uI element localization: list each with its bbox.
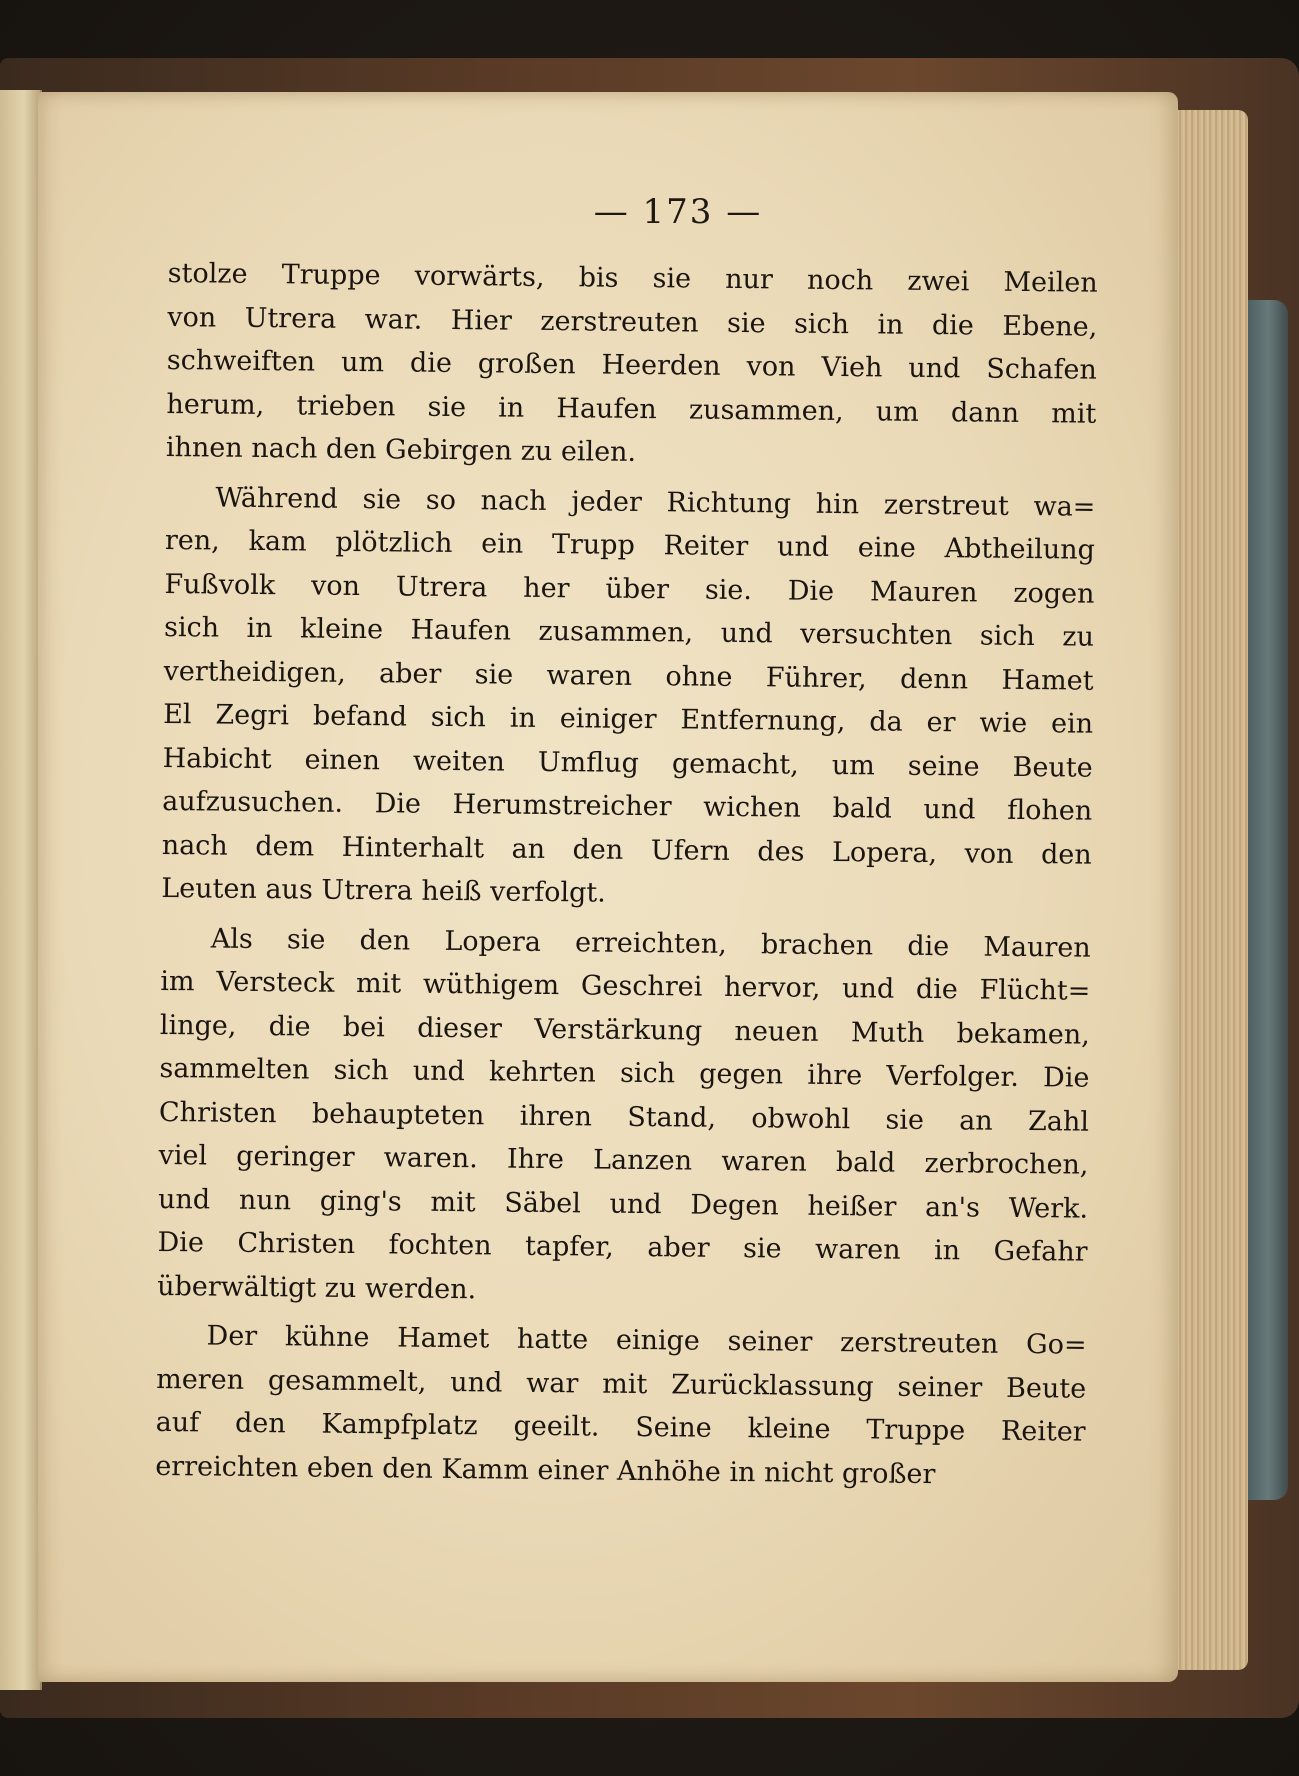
text-line: aufzusuchen. Die Herumstreicher wichen bald und flohen: [162, 785, 1093, 827]
book-page: [38, 92, 1178, 1682]
text-line: sich in kleine Haufen zusammen, und versuchten sich zu: [163, 611, 1095, 653]
text-line: Leuten aus Utrera heiß verfolgt.: [161, 872, 606, 909]
text-line: sammelten sich und kehrten sich gegen ihre Verfolger. Die: [159, 1052, 1090, 1094]
text-line: überwältigt zu werden.: [157, 1270, 477, 1305]
text-line: Christen behaupteten ihren Stand, obwohl sie an Zahl: [158, 1096, 1090, 1138]
text-line: herum, trieben sie in Haufen zusammen, um dann mit: [166, 388, 1097, 430]
text-line: auf den Kampfplatz geeilt. Seine kleine Truppe Reiter: [155, 1406, 1086, 1448]
page-number: — 173 —: [593, 192, 763, 232]
paragraph: [157, 916, 1091, 1317]
text-line: linge, die bei dieser Verstärkung neuen Muth bekamen,: [159, 1009, 1091, 1051]
facing-page-edge: [0, 90, 42, 1690]
text-line: ihnen nach den Gebirgen zu eilen.: [165, 431, 637, 468]
paragraph: [166, 252, 1098, 479]
text-line: erreichten eben den Kamm einer Anhöhe in nicht großer: [155, 1450, 936, 1490]
text-line: nach dem Hinterhalt an den Ufern des Lopera, von den: [161, 829, 1092, 871]
text-line: Der kühne Hamet hatte einige seiner zerstreuten Go=: [206, 1320, 1087, 1361]
paragraph: [155, 1314, 1087, 1498]
text-line: meren gesammelt, und war mit Zurücklassung seiner Beute: [156, 1363, 1087, 1405]
text-line: Fußvolk von Utrera her über sie. Die Mauren zogen: [164, 568, 1095, 610]
page-text: [155, 252, 1098, 1498]
text-line: vertheidigen, aber sie waren ohne Führer, denn Hamet: [163, 655, 1094, 697]
book-cover-edge: [1248, 300, 1288, 1500]
text-line: von Utrera war. Hier zerstreuten sie sich in die Ebene,: [167, 301, 1098, 343]
text-line: Während sie so nach jeder Richtung hin zerstreut wa=: [215, 482, 1096, 523]
text-line: Als sie den Lopera erreichten, brachen die Mauren: [210, 922, 1091, 964]
text-line: Habicht einen weiten Umflug gemacht, um seine Beute: [162, 742, 1093, 784]
text-line: schweiften um die großen Heerden von Vieh und Schafen: [166, 344, 1097, 386]
text-line: im Versteck mit wüthigem Geschrei hervor, und die Flücht=: [160, 965, 1091, 1007]
text-line: und nun ging's mit Säbel und Degen heißer an's Werk.: [157, 1183, 1089, 1225]
page-block-edges: [1170, 110, 1248, 1670]
text-line: Die Christen fochten tapfer, aber sie waren in Gefahr: [157, 1226, 1088, 1268]
paragraph: [161, 475, 1096, 920]
text-line: stolze Truppe vorwärts, bis sie nur noch zwei Meilen: [167, 257, 1098, 299]
text-line: El Zegri befand sich in einiger Entfernung, da er wie ein: [162, 698, 1094, 740]
text-line: viel geringer waren. Ihre Lanzen waren bald zerbrochen,: [158, 1139, 1089, 1181]
text-line: ren, kam plötzlich ein Trupp Reiter und eine Abtheilung: [164, 524, 1096, 566]
